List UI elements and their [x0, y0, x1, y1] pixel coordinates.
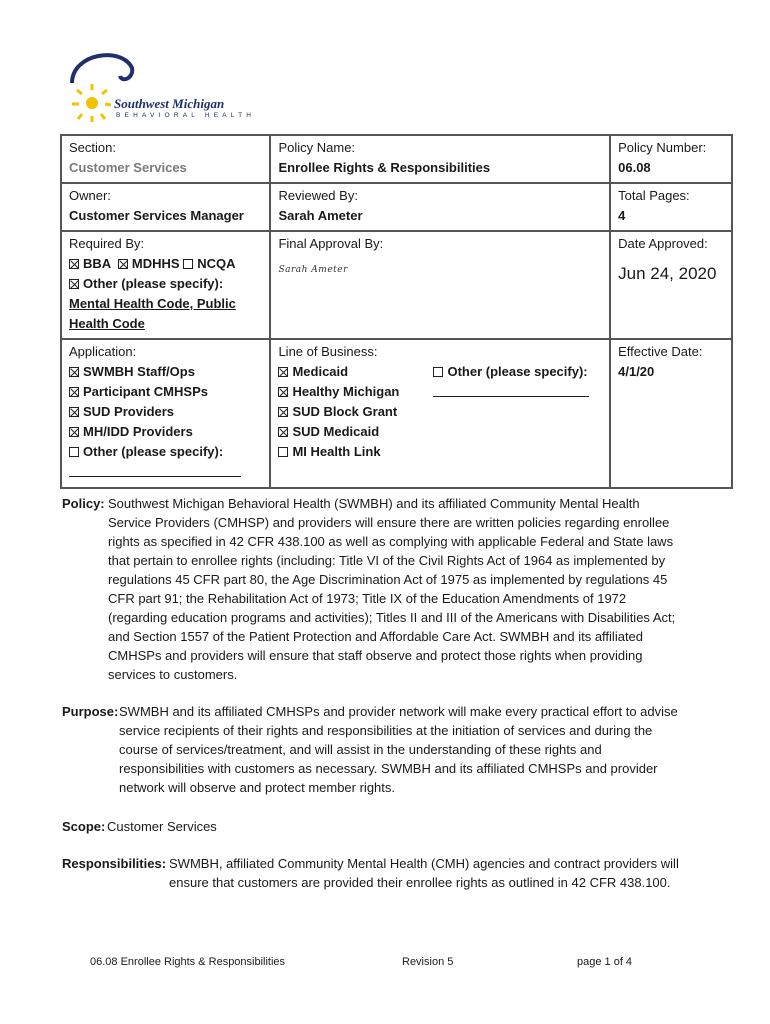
policy-text: Southwest Michigan Behavioral Health (SWMBH) and its affiliated Community Mental Health Service Providers (CMHSP) and providers will ensure there are written policies regarding enrollee rights as specified in 42 CFR 438.100 as well as complying with applicable Federal and State laws that pertain to enrollee rights (including: Title VI of the Civil Rights Act of 1964 as implemented by regulations 45 CFR part 80, the Age Discrimination Act of 1975 as implemented by regulations 45 CFR part 91; the Rehabilitation Act of 1973; Title IX of the Education Amendments of 1972 (regarding education programs and activities); Titles II and III of the Americans with Disabilities Act; and Section 1557 of the Patient Protection and Affordable Care Act. SWMBH and its affiliated CMHSPs and providers will ensure that staff observe and protect those rights when providing services to customers. — [108, 496, 676, 682]
date-approved-value: Jun 24, 2020 — [618, 264, 717, 283]
lob-checkbox-4[interactable] — [278, 427, 288, 437]
req-other-checkbox[interactable] — [69, 279, 79, 289]
responsibilities-text: SWMBH, affiliated Community Mental Health (CMH) agencies and contract providers will ensure that customers are provided their enrollee rights as outlined in 42 CFR 438.100. — [169, 856, 679, 890]
ncqa-label: NCQA — [197, 256, 236, 271]
signature: Sarah Ameter — [278, 265, 348, 275]
reviewed-cell — [270, 183, 610, 231]
app-checkbox-5[interactable] — [69, 447, 79, 457]
policy-name-label: Policy Name: — [278, 140, 356, 155]
responsibilities-section — [62, 854, 682, 892]
app-checkbox-4[interactable] — [69, 427, 79, 437]
policy-number-value: 06.08 — [618, 160, 651, 175]
lob-other-label: Other (please specify): — [447, 364, 588, 379]
footer-revision: Revision 5 — [402, 956, 454, 968]
section-label: Section: — [69, 140, 116, 155]
footer-doc: 06.08 Enrollee Rights & Responsibilities — [90, 956, 286, 968]
scope-label: Scope: — [62, 819, 106, 834]
lob-checkbox-3[interactable] — [278, 407, 288, 417]
logo-subtitle: BEHAVIORAL HEALTH — [116, 112, 256, 119]
date-approved-cell — [610, 231, 732, 339]
mdhhs-checkbox[interactable] — [118, 259, 128, 269]
bba-checkbox[interactable] — [69, 259, 79, 269]
effective-value: 4/1/20 — [618, 364, 655, 379]
policy-name-cell — [270, 135, 610, 183]
pages-label: Total Pages: — [618, 188, 690, 203]
req-other-label: Other (please specify): — [83, 276, 224, 291]
lob-checkbox-5[interactable] — [278, 447, 288, 457]
effective-label: Effective Date: — [618, 344, 703, 359]
app-checkbox-2[interactable] — [69, 387, 79, 397]
final-approval-label: Final Approval By: — [278, 236, 384, 251]
footer-page: page 1 of 4 — [577, 956, 633, 968]
purpose-text: SWMBH and its affiliated CMHSPs and provider network will make every practical effort to advise service recipients of their rights and responsibilities at the initiation of services and during the course of services/treatment, and will assist in the understanding of these rights and responsibilities with customers as necessary. SWMBH and its affiliated CMHSPs and provider network will observe and protect member rights. — [119, 704, 678, 795]
bba-label: BBA — [83, 256, 111, 271]
lob-item: MI Health Link — [292, 444, 381, 459]
lob-item: SUD Medicaid — [292, 424, 380, 439]
lob-checkbox-2[interactable] — [278, 387, 288, 397]
lob-other-checkbox[interactable] — [433, 367, 443, 377]
app-other-line[interactable] — [69, 462, 241, 477]
owner-value: Customer Services Manager — [69, 208, 244, 223]
section-cell — [61, 135, 270, 183]
app-checkbox-1[interactable] — [69, 367, 79, 377]
reviewed-label: Reviewed By: — [278, 188, 358, 203]
responsibilities-label: Responsibilities: — [62, 856, 167, 871]
application-label: Application: — [69, 344, 137, 359]
lob-item: Healthy Michigan — [292, 384, 400, 399]
final-approval-cell — [270, 231, 610, 339]
owner-label: Owner: — [69, 188, 111, 203]
app-item: Other (please specify): — [83, 444, 224, 459]
effective-date-cell — [610, 339, 732, 488]
app-item: SWMBH Staff/Ops — [83, 364, 195, 379]
line-of-business-cell — [270, 339, 610, 488]
scope-text: Customer Services — [107, 819, 217, 834]
policy-name-value: Enrollee Rights & Responsibilities — [278, 160, 491, 175]
purpose-section — [62, 702, 682, 797]
mdhhs-label: MDHHS — [131, 256, 180, 271]
app-checkbox-3[interactable] — [69, 407, 79, 417]
logo-name: Southwest Michigan — [114, 96, 225, 111]
required-cell — [61, 231, 270, 339]
policy-number-cell — [610, 135, 732, 183]
app-item: SUD Providers — [83, 404, 175, 419]
scope-section — [62, 817, 682, 836]
pages-value: 4 — [618, 208, 626, 223]
required-label: Required By: — [69, 236, 145, 251]
app-item: MH/IDD Providers — [83, 424, 193, 439]
req-other-value: Mental Health Code, Public Health Code — [69, 296, 236, 331]
lob-item: Medicaid — [292, 364, 349, 379]
policy-header-table — [60, 134, 733, 489]
lob-item: SUD Block Grant — [292, 404, 398, 419]
date-approved-label: Date Approved: — [618, 236, 708, 251]
purpose-label: Purpose: — [62, 704, 119, 719]
lob-other-line[interactable] — [433, 382, 589, 397]
pages-cell — [610, 183, 732, 231]
reviewed-value: Sarah Ameter — [278, 208, 363, 223]
app-item: Participant CMHSPs — [83, 384, 208, 399]
policy-number-label: Policy Number: — [618, 140, 707, 155]
application-cell — [61, 339, 270, 488]
policy-label: Policy: — [62, 496, 105, 511]
section-value: Customer Services — [69, 160, 187, 175]
lob-checkbox-1[interactable] — [278, 367, 288, 377]
policy-section — [62, 494, 682, 684]
owner-cell — [61, 183, 270, 231]
lob-label: Line of Business: — [278, 344, 378, 359]
ncqa-checkbox[interactable] — [183, 259, 193, 269]
